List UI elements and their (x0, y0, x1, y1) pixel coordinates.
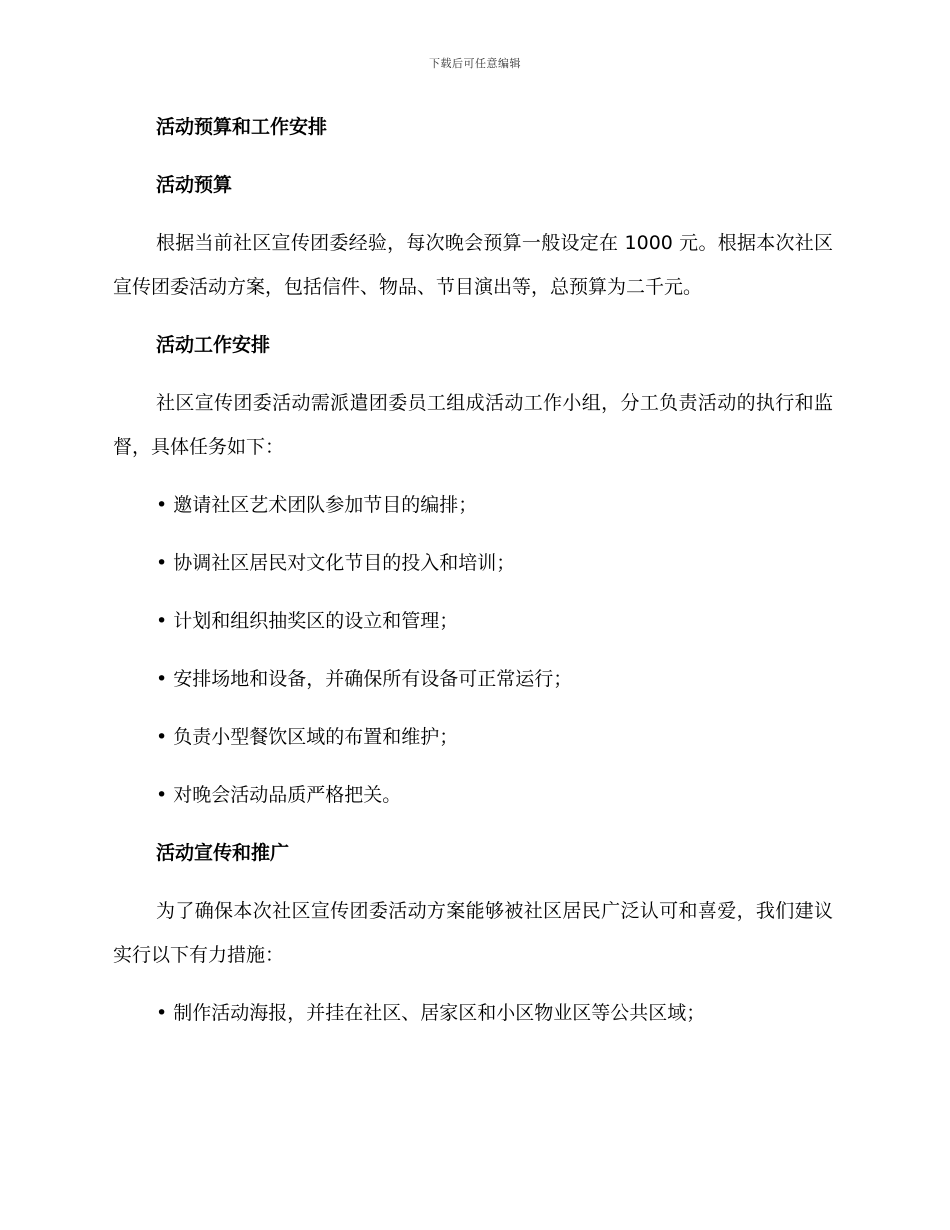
section-heading-work-arrangement: 活动工作安排 (156, 334, 271, 356)
header-note: 下载后可任意编辑 (429, 57, 521, 70)
document-body (113, 112, 833, 1056)
section-heading-budget-and-work: 活动预算和工作安排 (156, 116, 328, 138)
list-item: • 协调社区居民对文化节目的投入和培训； (156, 552, 516, 574)
paragraph-budget: 根据当前社区宣传团委经验，每次晚会预算一般设定在 1000 元。根据本次社区宣传团委活动方案，包括信件、物品、节目演出等，总预算为二千元。 (113, 232, 833, 298)
section-heading-budget: 活动预算 (156, 174, 233, 196)
paragraph-promotion: 为了确保本次社区宣传团委活动方案能够被社区居民广泛认可和喜爱，我们建议实行以下有力措施： (113, 900, 833, 966)
section-heading-promotion: 活动宣传和推广 (156, 842, 290, 864)
list-item: • 安排场地和设备，并确保所有设备可正常运行； (156, 668, 573, 690)
list-item: • 对晚会活动品质严格把关。 (156, 784, 402, 806)
list-item: • 负责小型餐饮区域的布置和维护； (156, 726, 459, 748)
paragraph-work-arrangement: 社区宣传团委活动需派遣团委员工组成活动工作小组，分工负责活动的执行和监督，具体任务如下： (113, 392, 833, 458)
list-item: • 计划和组织抽奖区的设立和管理； (156, 610, 459, 632)
list-item: • 邀请社区艺术团队参加节目的编排； (156, 494, 478, 516)
list-item: • 制作活动海报，并挂在社区、居家区和小区物业区等公共区域； (156, 1002, 706, 1024)
